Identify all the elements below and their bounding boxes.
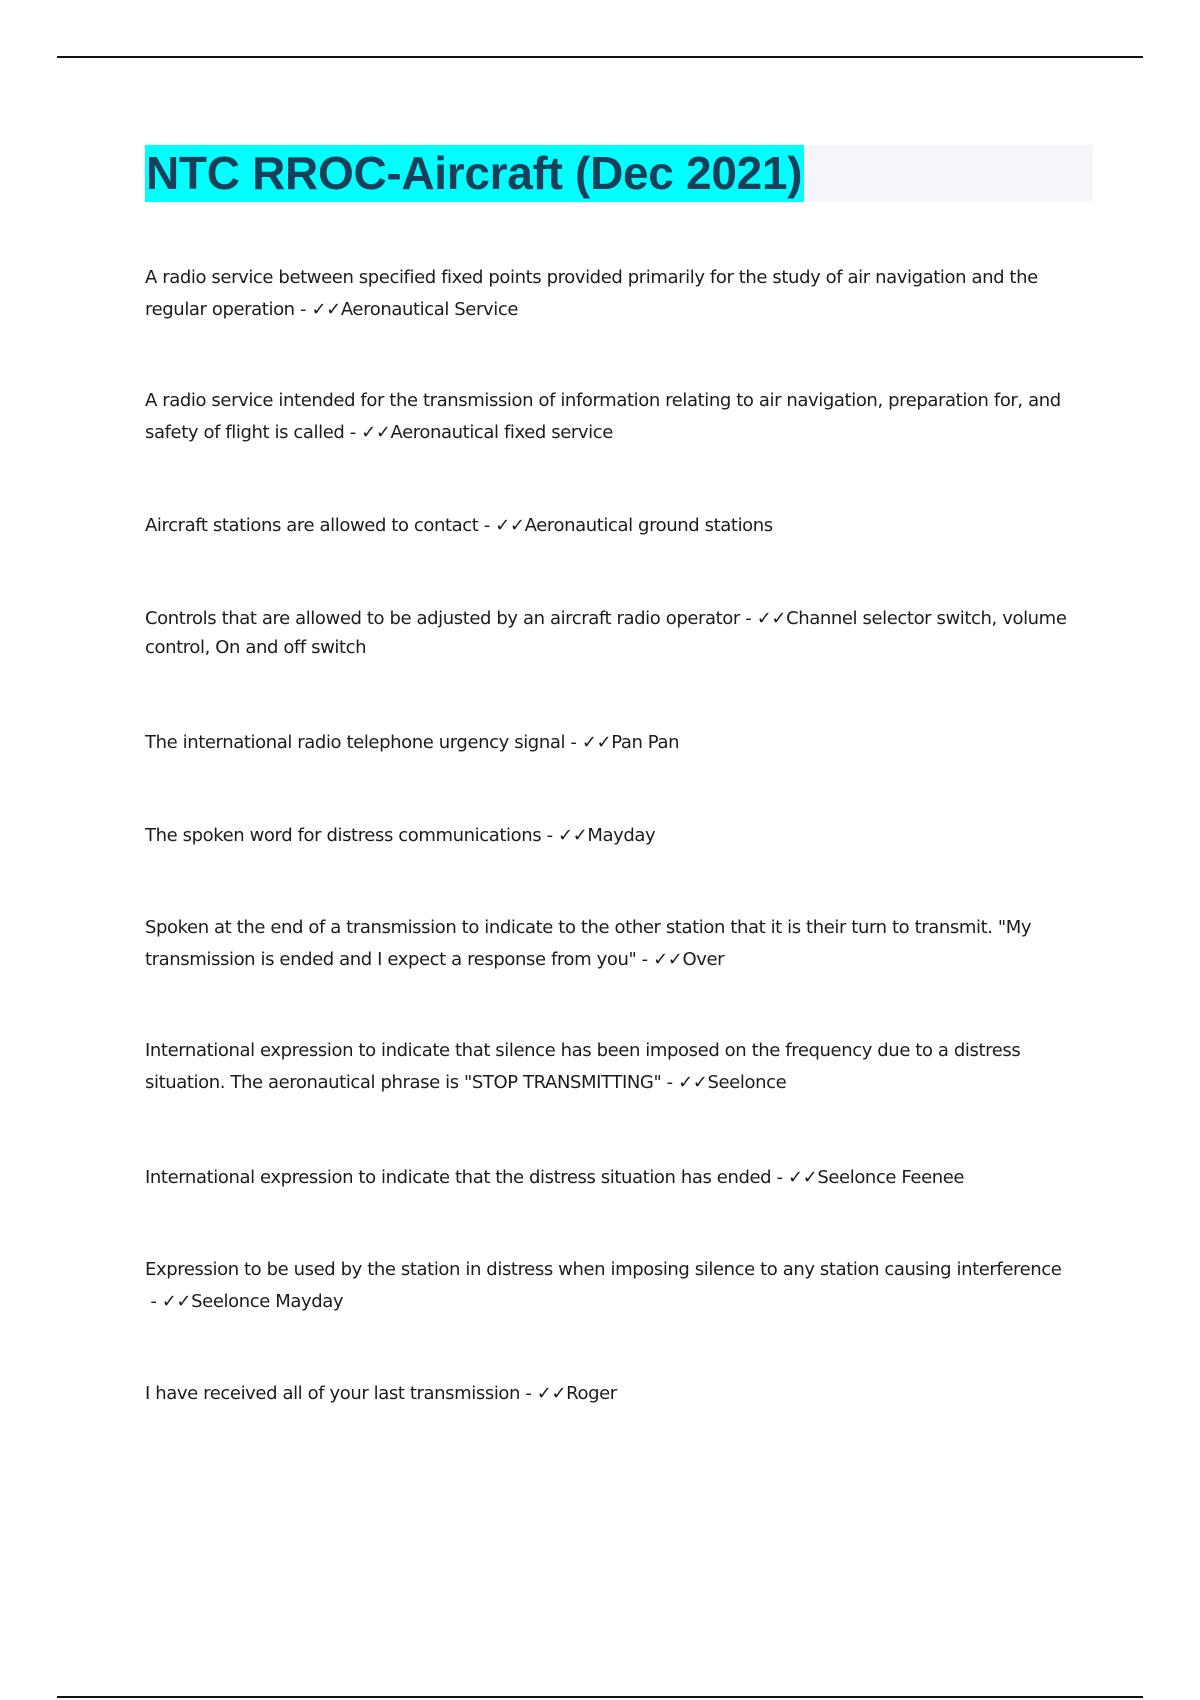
bottom-divider <box>57 1696 1143 1698</box>
page-title: NTC RROC-Aircraft (Dec 2021) <box>145 145 804 202</box>
double-check-icon: ✓✓ <box>495 515 525 536</box>
separator: - <box>565 732 582 753</box>
separator: - <box>344 422 362 443</box>
answer-text: Aeronautical Service <box>340 299 518 320</box>
title-bar <box>145 145 1093 202</box>
question-text: A radio service intended for the transmission of information relating to air navigation, preparation for, and safety of flight is called <box>145 390 1061 443</box>
double-check-icon: ✓✓ <box>653 949 683 970</box>
double-check-icon: ✓✓ <box>787 1167 818 1188</box>
qa-item <box>145 604 1085 662</box>
double-check-icon: ✓✓ <box>558 825 588 846</box>
answer-text: Mayday <box>587 825 656 846</box>
double-check-icon: ✓✓ <box>678 1072 708 1093</box>
answer-text: Seelonce Mayday <box>191 1291 344 1312</box>
question-text: The international radio telephone urgency signal <box>145 732 566 753</box>
question-text: I have received all of your last transmission <box>145 1383 521 1404</box>
separator: - <box>478 515 496 536</box>
answer-text: Channel selector switch, volume control, On and off switch <box>145 608 1067 658</box>
answer-text: Roger <box>566 1383 617 1404</box>
answer-text: Aeronautical ground stations <box>524 515 773 536</box>
question-text: Controls that are allowed to be adjusted by an aircraft radio operator <box>145 608 740 629</box>
answer-text: Aeronautical fixed service <box>390 422 613 443</box>
qa-item <box>145 1378 1085 1410</box>
question-text: A radio service between specified fixed points provided primarily for the study of air navigation and the regular operation <box>145 267 1038 320</box>
qa-item <box>145 1162 1085 1194</box>
separator: - <box>739 608 757 629</box>
question-text: Spoken at the end of a transmission to indicate to the other station that it is their turn to transmit. "My transmission is ended and I expect a response from you" <box>145 917 1032 970</box>
question-text: International expression to indicate that silence has been imposed on the frequency due to a distress situation. The aeronautical phrase is "STOP TRANSMITTING" <box>145 1040 1021 1093</box>
separator: - <box>145 1291 162 1312</box>
double-check-icon: ✓✓ <box>161 1291 192 1312</box>
double-check-icon: ✓✓ <box>311 299 341 320</box>
question-text: Expression to be used by the station in distress when imposing silence to any station causing interference <box>145 1259 1062 1280</box>
separator: - <box>294 299 312 320</box>
answer-text: Pan Pan <box>611 732 680 753</box>
qa-item <box>145 1035 1085 1099</box>
separator: - <box>661 1072 679 1093</box>
question-text: International expression to indicate that the distress situation has ended <box>145 1167 772 1188</box>
qa-item <box>145 510 1085 542</box>
double-check-icon: ✓✓ <box>581 732 612 753</box>
double-check-icon: ✓✓ <box>756 608 787 629</box>
qa-item <box>145 1254 1085 1318</box>
qa-item <box>145 912 1085 976</box>
double-check-icon: ✓✓ <box>536 1383 567 1404</box>
question-text: Aircraft stations are allowed to contact <box>145 515 479 536</box>
separator: - <box>771 1167 788 1188</box>
qa-item <box>145 820 1085 852</box>
double-check-icon: ✓✓ <box>361 422 391 443</box>
answer-text: Over <box>682 949 725 970</box>
separator: - <box>541 825 558 846</box>
separator: - <box>520 1383 537 1404</box>
qa-item <box>145 262 1085 326</box>
top-divider <box>57 56 1143 58</box>
separator: - <box>636 949 654 970</box>
qa-item <box>145 385 1085 449</box>
question-text: The spoken word for distress communications <box>145 825 542 846</box>
answer-text: Seelonce <box>707 1072 787 1093</box>
qa-item <box>145 727 1085 759</box>
answer-text: Seelonce Feenee <box>817 1167 965 1188</box>
